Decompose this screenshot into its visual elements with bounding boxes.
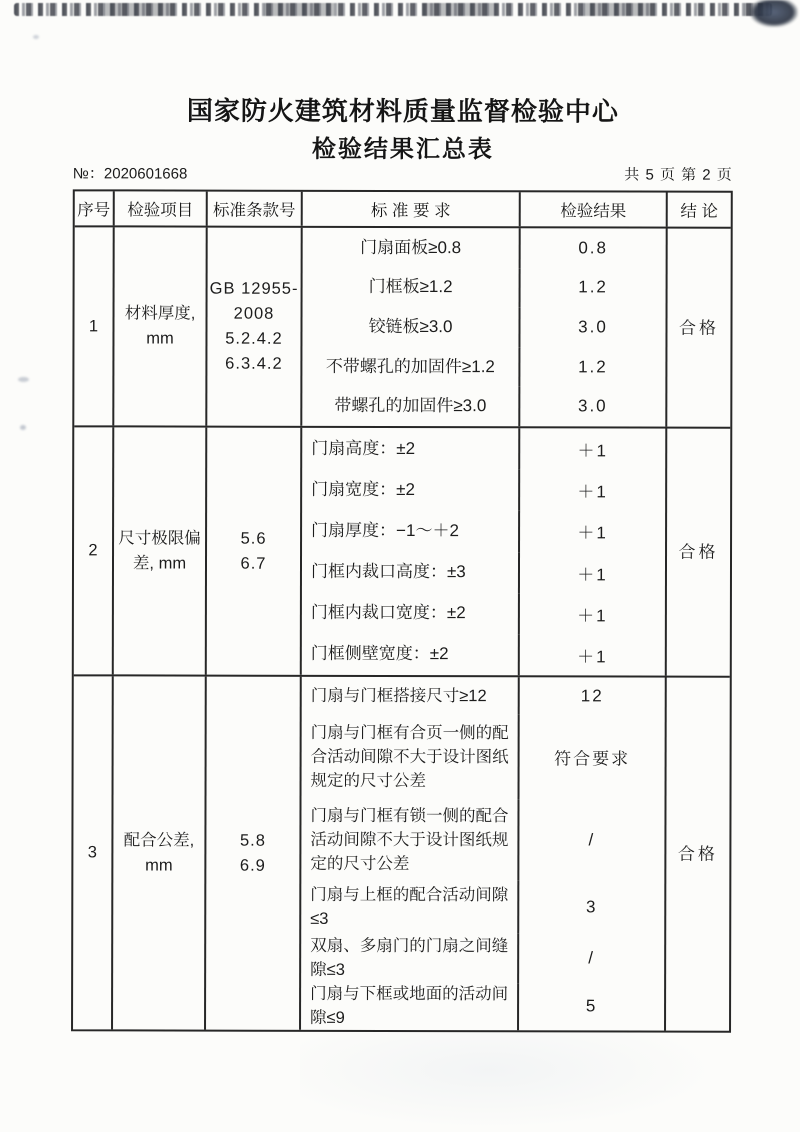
result-cell: ＋1 (577, 523, 608, 543)
result-cell: 符合要求 (554, 749, 631, 769)
result-cell: / (588, 948, 596, 968)
specs-block (301, 677, 667, 1031)
table-row-fit-tolerance (73, 676, 730, 1030)
result-cell: ＋1 (577, 441, 608, 461)
requirement-cell: 门扇与下框或地面的活动间隙≤9 (301, 982, 519, 1030)
spec-row (302, 469, 665, 511)
requirement-cell: 门扇高度：±2 (302, 428, 520, 470)
spec-row (303, 267, 666, 307)
requirement-cell: 门框内裁口高度：±3 (302, 551, 520, 593)
spec-row (302, 510, 665, 552)
result-cell: ＋1 (577, 606, 608, 626)
col-header-serial: 序号 (75, 191, 115, 225)
requirement-cell: 门扇与门框有合页一侧的配合活动间隙不大于设计图纸规定的尺寸公差 (302, 714, 520, 799)
spec-row (303, 228, 666, 268)
table-header-row (75, 191, 731, 228)
item-cell: 尺寸极限偏 差, mm (114, 427, 208, 674)
conclusion-cell: 合格 (677, 844, 718, 864)
spec-row (302, 551, 665, 593)
clause-cell: 5.8 6.9 (206, 677, 302, 1030)
spec-row (301, 982, 664, 1030)
requirement-cell: 门扇宽度：±2 (302, 469, 520, 511)
clause-cell: GB 12955- 2008 5.2.4.2 6.3.4.2 (207, 228, 302, 426)
spec-row (301, 799, 664, 881)
col-header-item: 检验项目 (115, 191, 208, 225)
item-cell: 材料厚度, mm (114, 227, 207, 425)
requirement-cell: 不带螺孔的加固件≥1.2 (302, 347, 520, 387)
result-cell: ＋1 (577, 482, 608, 502)
requirement-cell: 门框侧壁宽度：±2 (302, 634, 520, 676)
doc-number (73, 162, 188, 183)
requirement-cell: 门扇与门框搭接尺寸≥12 (302, 677, 520, 715)
col-header-clause: 标准条款号 (208, 192, 303, 226)
doc-number-value: 2020601668 (103, 165, 188, 183)
requirement-cell: 门框板≥1.2 (303, 267, 521, 307)
result-cell: / (588, 830, 596, 850)
conclusion-cell: 合格 (678, 318, 720, 338)
requirement-cell: 门框内裁口宽度：±2 (302, 592, 520, 634)
result-cell: 5 (585, 996, 598, 1016)
requirement-cell: 门扇与上框的配合活动间隙≤3 (301, 880, 519, 934)
results-table (71, 189, 733, 1032)
spec-row (302, 428, 665, 470)
spec-row (302, 386, 665, 426)
meta-row (73, 162, 733, 184)
pagination: 共 5 页 第 2 页 (624, 166, 733, 184)
page-subtitle: 检验结果汇总表 (311, 135, 494, 164)
doc-number-label: №： (72, 165, 104, 183)
spec-row (302, 634, 665, 676)
spec-row (302, 677, 665, 715)
specs-block (302, 228, 667, 427)
spec-row (301, 880, 664, 934)
requirement-cell: 带螺孔的加固件≥3.0 (302, 386, 520, 426)
result-cell: 3 (586, 897, 598, 917)
result-cell: 1.2 (578, 356, 608, 377)
result-cell: ＋1 (577, 647, 608, 667)
table-row-dimension-tolerance (74, 427, 731, 677)
page-title: 国家防火建筑材料质量监督检验中心 (186, 95, 619, 127)
serial-cell: 2 (74, 427, 115, 674)
result-cell: 12 (580, 686, 604, 706)
requirement-cell: 门扇面板≥0.8 (303, 228, 521, 268)
clause-cell: 5.6 6.7 (207, 428, 303, 675)
specs-block (302, 428, 668, 676)
result-cell: 0.8 (578, 238, 608, 258)
conclusion-cell: 合格 (678, 542, 719, 562)
requirement-cell: 双扇、多扇门的门扇之间缝隙≤3 (301, 933, 519, 983)
requirement-cell: 门扇与门框有锁一侧的配合活动间隙不大于设计图纸规定的尺寸公差 (301, 799, 519, 880)
col-header-conclusion: 结 论 (680, 202, 719, 221)
result-cell: 1.2 (578, 277, 608, 297)
spec-row (302, 714, 665, 800)
result-cell: 3.0 (577, 396, 608, 416)
col-header-requirement: 标 准 要 求 (303, 192, 521, 226)
spec-row (302, 347, 665, 387)
spec-row (302, 592, 665, 634)
item-cell: 配合公差, mm (113, 676, 207, 1029)
serial-cell: 1 (74, 227, 114, 425)
result-cell: 3.0 (578, 317, 608, 337)
result-cell: ＋1 (577, 564, 608, 585)
requirement-cell: 门扇厚度：−1～＋2 (302, 510, 520, 552)
col-header-result: 检验结果 (521, 192, 668, 226)
spec-row (301, 933, 664, 983)
spec-row (302, 307, 665, 347)
requirement-cell: 铰链板≥3.0 (302, 307, 520, 347)
table-row-material-thickness (74, 227, 730, 428)
serial-cell: 3 (73, 676, 114, 1029)
